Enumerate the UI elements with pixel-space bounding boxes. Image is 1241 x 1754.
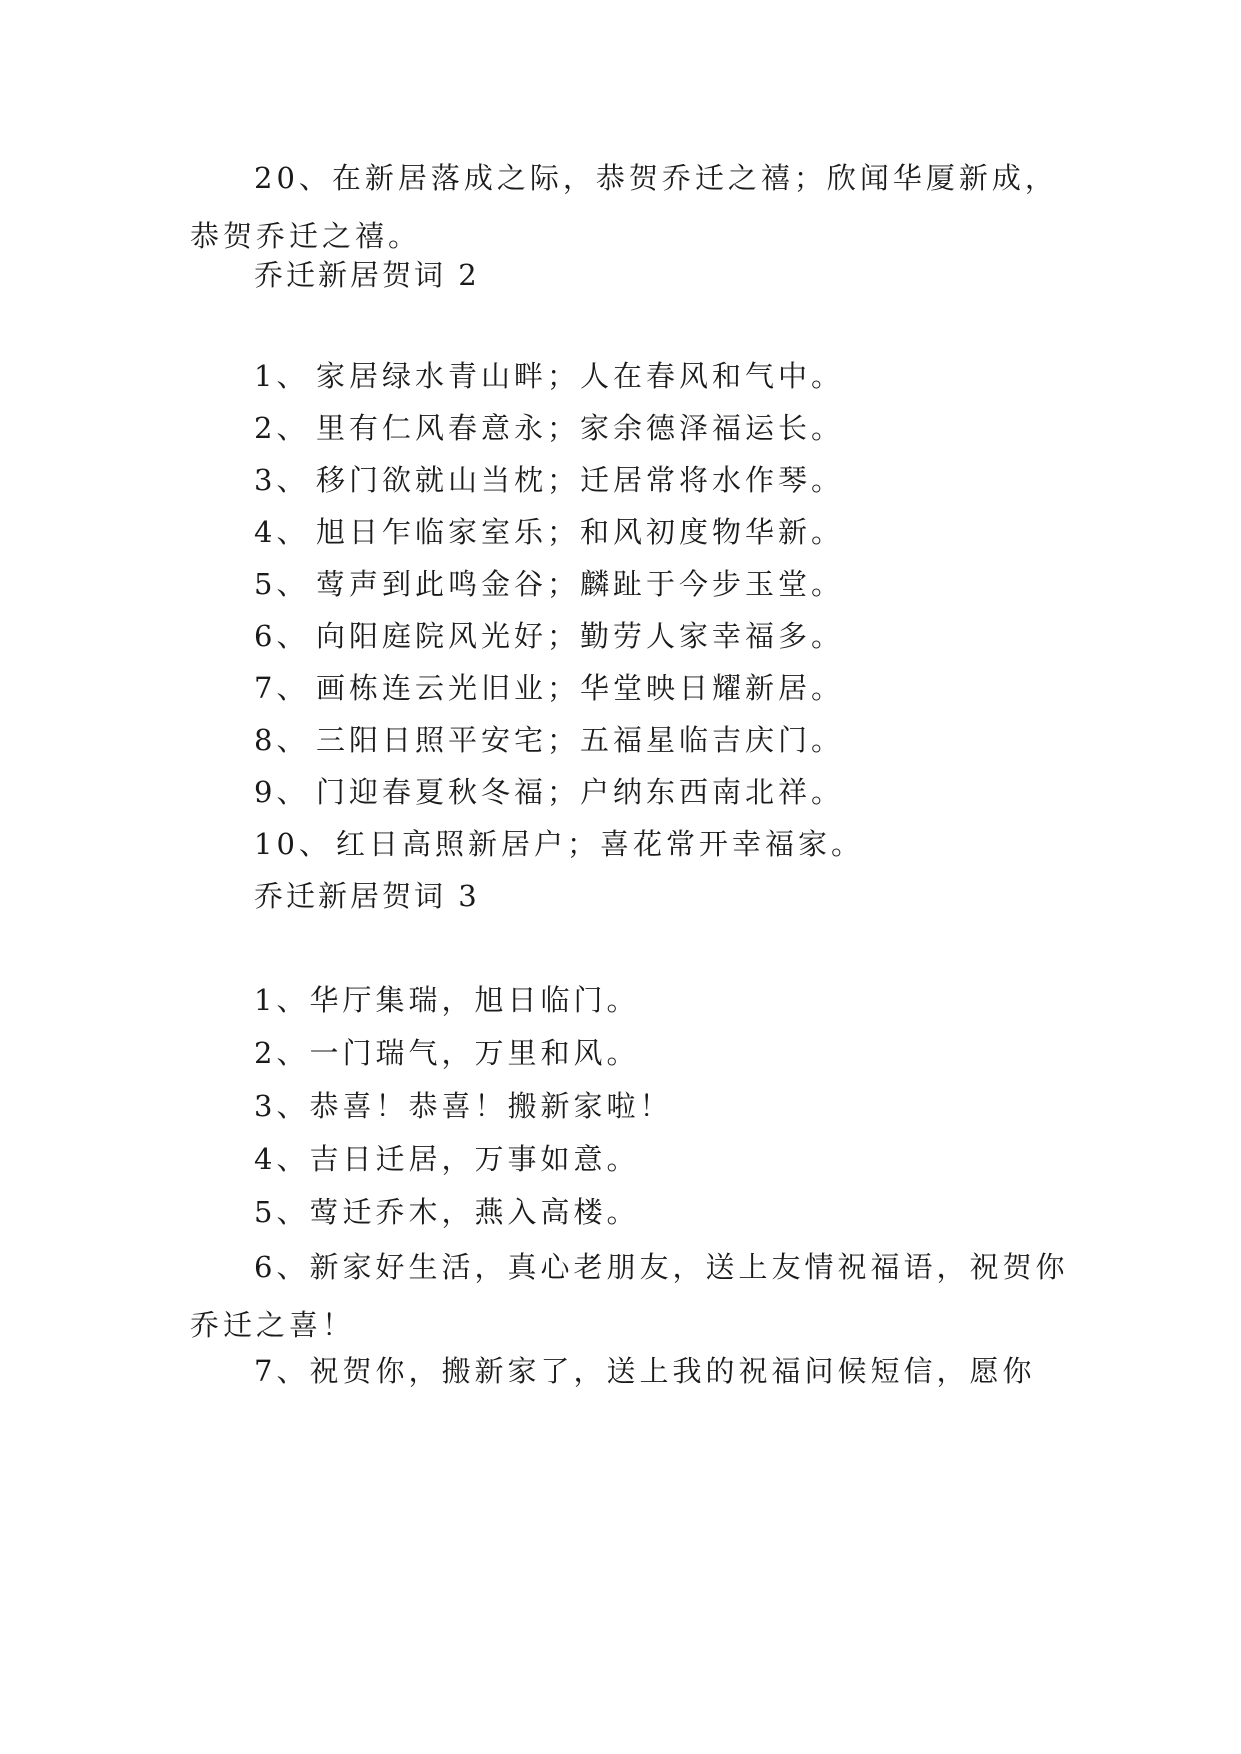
list-item xyxy=(254,772,844,812)
list-item xyxy=(254,460,844,500)
list-item xyxy=(254,408,844,448)
section-heading-3: 乔迁新居贺词 3 xyxy=(254,879,480,913)
list-item-text: 莺声到此鸣金谷；麟趾于今步玉堂。 xyxy=(316,567,845,601)
list-item-number: 2、 xyxy=(254,411,310,445)
section-heading-2: 乔迁新居贺词 2 xyxy=(254,258,480,292)
list-item-text: 门迎春夏秋冬福；户纳东西南北祥。 xyxy=(316,775,845,809)
list-item xyxy=(254,720,844,760)
list-item: 5、莺迁乔木，燕入高楼。 xyxy=(254,1195,640,1229)
list-item-text: 三阳日照平安宅；五福星临吉庆门。 xyxy=(316,723,845,757)
list-item: 3、恭喜！恭喜！搬新家啦！ xyxy=(254,1089,673,1123)
list-item-number: 4、 xyxy=(254,515,310,549)
list-item-text: 移门欲就山当枕；迁居常将水作琴。 xyxy=(316,463,845,497)
list-item: 4、吉日迁居，万事如意。 xyxy=(254,1142,640,1176)
list-item-text: 红日高照新居户；喜花常开幸福家。 xyxy=(336,827,865,861)
list-item-number: 6、 xyxy=(254,619,310,653)
list-item xyxy=(254,668,844,708)
paragraph-item-6: 6、新家好生活，真心老朋友，送上友情祝福语，祝贺你乔迁之喜！ xyxy=(190,1250,1069,1342)
list-item-number: 1、 xyxy=(254,359,310,393)
list-item-text: 旭日乍临家室乐；和风初度物华新。 xyxy=(316,515,845,549)
list-item-text: 家居绿水青山畔；人在春风和气中。 xyxy=(316,359,845,393)
list-item: 1、华厅集瑞，旭日临门。 xyxy=(254,983,640,1017)
list-item-number: 5、 xyxy=(254,567,310,601)
list-item-number: 3、 xyxy=(254,463,310,497)
list-item-number: 10、 xyxy=(254,827,332,861)
list-item-number: 9、 xyxy=(254,775,310,809)
list-item-text: 里有仁风春意永；家余德泽福运长。 xyxy=(316,411,845,445)
list-item xyxy=(254,616,844,656)
list-item-text: 画栋连云光旧业；华堂映日耀新居。 xyxy=(316,671,845,705)
list-item xyxy=(254,824,864,864)
list-item xyxy=(254,512,844,552)
paragraph-item-20: 20、在新居落成之际，恭贺乔迁之禧；欣闻华厦新成，恭贺乔迁之禧。 xyxy=(190,161,1058,253)
list-item-text: 向阳庭院风光好；勤劳人家幸福多。 xyxy=(316,619,845,653)
list-item-number: 7、 xyxy=(254,671,310,705)
list-item xyxy=(254,564,844,604)
list-item xyxy=(254,356,844,396)
list-item: 2、一门瑞气，万里和风。 xyxy=(254,1036,640,1070)
paragraph-item-7: 7、祝贺你，搬新家了，送上我的祝福问候短信，愿你 xyxy=(254,1354,1036,1388)
list-item-number: 8、 xyxy=(254,723,310,757)
